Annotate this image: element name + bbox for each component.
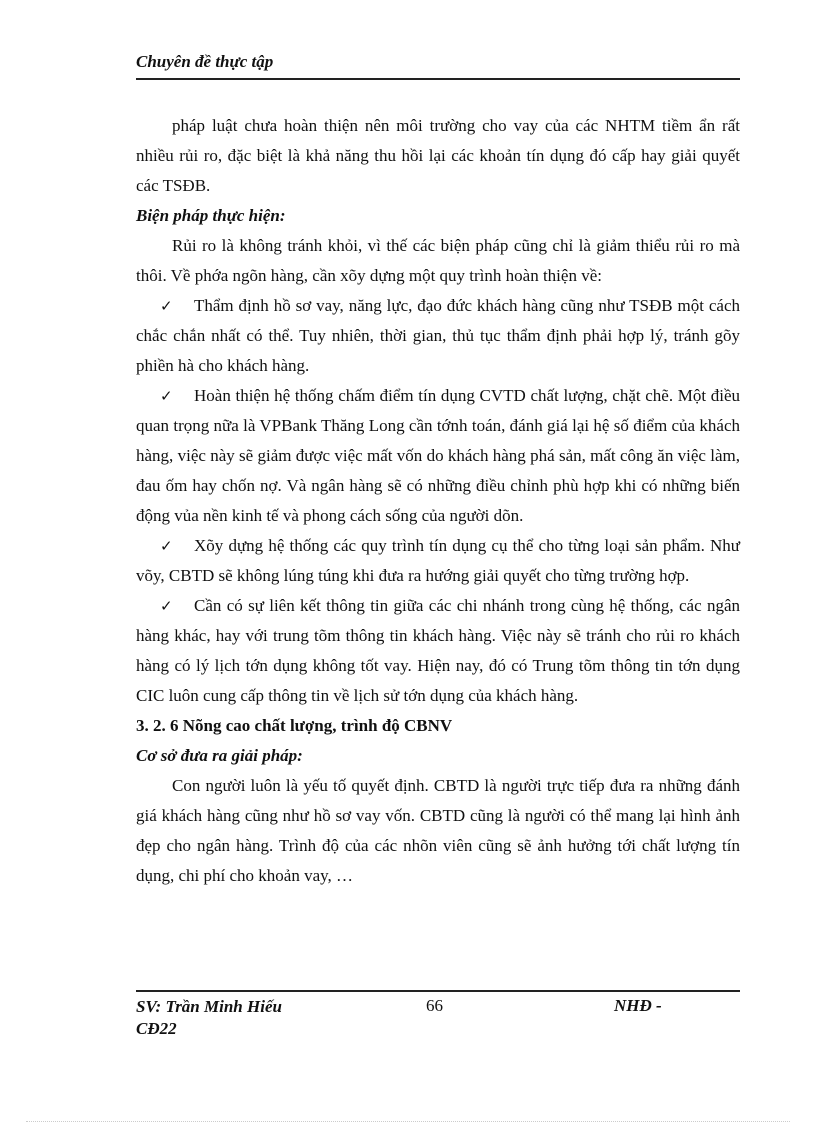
heading-bien-phap: Biện pháp thực hiện:	[136, 206, 286, 225]
check-icon: ✓	[160, 387, 173, 405]
footer-department: NHĐ -	[614, 996, 662, 1015]
section-heading-3-2-6: 3. 2. 6 Nõng cao chất lượng, trình độ CBNV	[136, 716, 453, 735]
bullet-text-4: Cần có sự liên kết thông tin giữa các chi nhánh trong cùng hệ thống, các ngân hàng khác, hay với trung tõm thông tin khách hàng. Việc này sẽ tránh cho rủi ro khách hàng có lý lịch tớn dụng không tốt vay. Hiện nay, đó có Trung tõm thông tin tớn dụng CIC luôn cung cấp thông tin về lịch sử tớn dụng của khách hàng.	[136, 596, 740, 705]
paragraph-2: Rủi ro là không tránh khỏi, vì thế các biện pháp cũng chỉ là giảm thiểu rủi ro mà thôi. Về phớa ngõn hàng, cần xõy dựng một quy trình hoàn thiện về:	[136, 236, 740, 285]
page-header	[136, 50, 740, 80]
bullet-item-1	[136, 291, 740, 381]
page-number: 66	[426, 996, 443, 1015]
check-icon: ✓	[160, 297, 173, 315]
check-icon: ✓	[160, 537, 173, 555]
bullet-item-4	[136, 591, 740, 711]
footer-class: CĐ22	[136, 1019, 177, 1038]
paragraph-3: Con người luôn là yếu tố quyết định. CBTD là người trực tiếp đưa ra những đánh giá khách hàng cũng như hồ sơ vay vốn. CBTD cũng là người có thể mang lại hình ảnh đẹp cho ngân hàng. Trình độ của các nhõn viên cũng sẽ ảnh hưởng tới chất lượng tín dụng, chi phí cho khoản vay, …	[136, 776, 740, 885]
footer-author: SV: Trần Minh Hiếu	[136, 997, 282, 1016]
header-rule	[136, 78, 740, 80]
check-icon: ✓	[160, 597, 173, 615]
header-title: Chuyên đề thực tập	[136, 52, 274, 71]
footer-row	[136, 992, 740, 1038]
bullet-text-1: Thẩm định hồ sơ vay, năng lực, đạo đức khách hàng cũng như TSĐB một cách chắc chắn nhất có thể. Tuy nhiên, thời gian, thủ tục thẩm định phải hợp lý, tránh gõy phiền hà cho khách hàng.	[136, 296, 740, 375]
paragraph-1: pháp luật chưa hoàn thiện nên môi trường cho vay của các NHTM tiềm ẩn rất nhiều rủi ro, đặc biệt là khả năng thu hồi lại các khoản tín dụng đó cấp hay giải quyết các TSĐB.	[136, 116, 740, 195]
heading-co-so: Cơ sở đưa ra giải pháp:	[136, 746, 303, 765]
page-footer	[136, 990, 740, 1038]
page-bottom-border	[26, 1121, 790, 1122]
bullet-text-2: Hoàn thiện hệ thống chấm điểm tín dụng CVTD chất lượng, chặt chẽ. Một điều quan trọng nữa là VPBank Thăng Long cần tớnh toán, đánh giá lại hệ số điểm của khách hàng, việc này sẽ giảm được việc mất vốn do khách hàng phá sản, mất công ăn việc làm, đau ốm hay chốn nợ. Và ngân hàng sẽ có những điều chỉnh phù hợp khi có những biến động vủa nền kinh tế và phong cách sống của người dõn.	[136, 386, 740, 525]
bullet-text-3: Xõy dựng hệ thống các quy trình tín dụng cụ thể cho từng loại sản phẩm. Như võy, CBTD sẽ không lúng túng khi đưa ra hướng giải quyết cho từng trường hợp.	[136, 536, 740, 585]
footer-author-block	[136, 996, 336, 1040]
document-body	[136, 111, 740, 891]
bullet-item-3	[136, 531, 740, 591]
bullet-item-2	[136, 381, 740, 531]
